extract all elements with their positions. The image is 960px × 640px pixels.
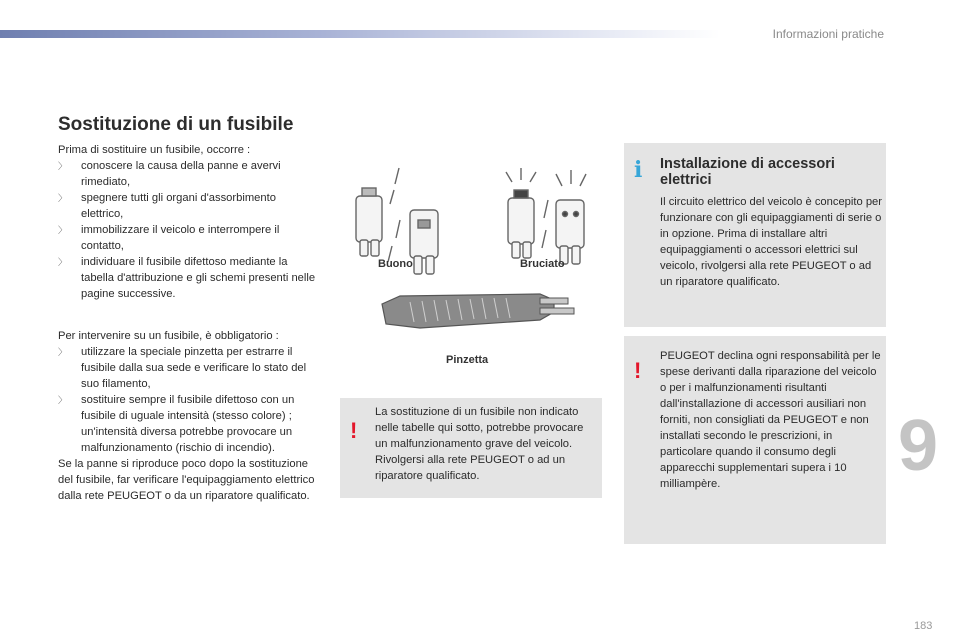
list-item: 〉 utilizzare la speciale pinzetta per estrarre il fusibile dalla sua sede e verificare lo stato del suo filamento,: [58, 346, 307, 390]
warning-icon: !: [634, 358, 642, 383]
section-label: Informazioni pratiche: [772, 27, 884, 41]
header-bar: [0, 30, 720, 38]
warning-text-fuse: La sostituzione di un fusibile non indicato nelle tabelle qui sotto, potrebbe provocare un malfunzionamento grave del veicolo. Rivolgersi alla rete PEUGEOT o ad un riparatore qualificato.: [375, 406, 584, 482]
page-title: Sostituzione di un fusibile: [58, 114, 294, 135]
prerequisite-list: [58, 158, 320, 302]
bullet-icon: 〉: [58, 257, 68, 267]
info-title: Installazione di accessori elettrici: [660, 156, 835, 188]
tweezers-label: Pinzetta: [446, 354, 489, 366]
blown-fuse-label: Bruciato: [520, 258, 565, 270]
list-item: 〉 sostituire sempre il fusibile difettoso con un fusibile di uguale intensità (stesso colore) ; un'intensità diversa potrebbe provocare un malfunzionamento (rischio di incendio).: [58, 394, 295, 454]
intro-text-2: Per intervenire su un fusibile, è obbligatorio :: [58, 330, 279, 342]
good-fuse-label: Buono: [378, 258, 413, 270]
info-text: Il circuito elettrico del veicolo è concepito per funzionare con gli equipaggiamenti di serie o in opzione. Prima di installare altri equipaggiamenti o accessori elettrici sul veicolo, rivolgersi alla rete PEUGEOT o ad un riparatore qualificato.: [660, 196, 882, 288]
list-item: 〉 immobilizzare il veicolo e interrompere il contatto,: [58, 224, 280, 252]
bullet-icon: 〉: [58, 193, 68, 203]
warning-text-liability: PEUGEOT declina ogni responsabilità per le spese derivanti dalla riparazione del veicolo o per i malfunzionamenti risultanti dall'installazione di accessori ausiliari non forniti, non consigliati da PEUGEOT e non installati secondo le prescrizioni, in particolare quando il consumo degli apparecchi supplementari supera i 10 milliampère.: [660, 350, 881, 490]
list-item: 〉 individuare il fusibile difettoso mediante la tabella d'attribuzione e gli schemi presenti nelle pagine successive.: [58, 256, 316, 300]
closing-text: Se la panne si riproduce poco dopo la sostituzione del fusibile, far verificare l'equipaggiamento elettrico dalla rete PEUGEOT o da un riparatore qualificato.: [58, 458, 315, 502]
info-icon: i: [634, 157, 643, 183]
intro-text: Prima di sostituire un fusibile, occorre :: [58, 144, 251, 156]
procedure-list: [58, 344, 320, 456]
chapter-number: 9: [898, 406, 939, 486]
bullet-icon: 〉: [58, 395, 68, 405]
bullet-icon: 〉: [58, 225, 68, 235]
blown-fuse-icon: [506, 168, 586, 264]
list-item: 〉 conoscere la causa della panne e avervi rimediato,: [58, 160, 281, 188]
bullet-icon: 〉: [58, 347, 68, 357]
bullet-icon: 〉: [58, 161, 68, 171]
page-number: 183: [914, 620, 933, 632]
list-item: 〉 spegnere tutti gli organi d'assorbimento elettrico,: [58, 192, 276, 220]
main-text-column: [58, 142, 320, 504]
tweezers-icon: [382, 294, 574, 328]
warning-icon: !: [350, 418, 358, 443]
fuse-illustration: [340, 158, 600, 370]
